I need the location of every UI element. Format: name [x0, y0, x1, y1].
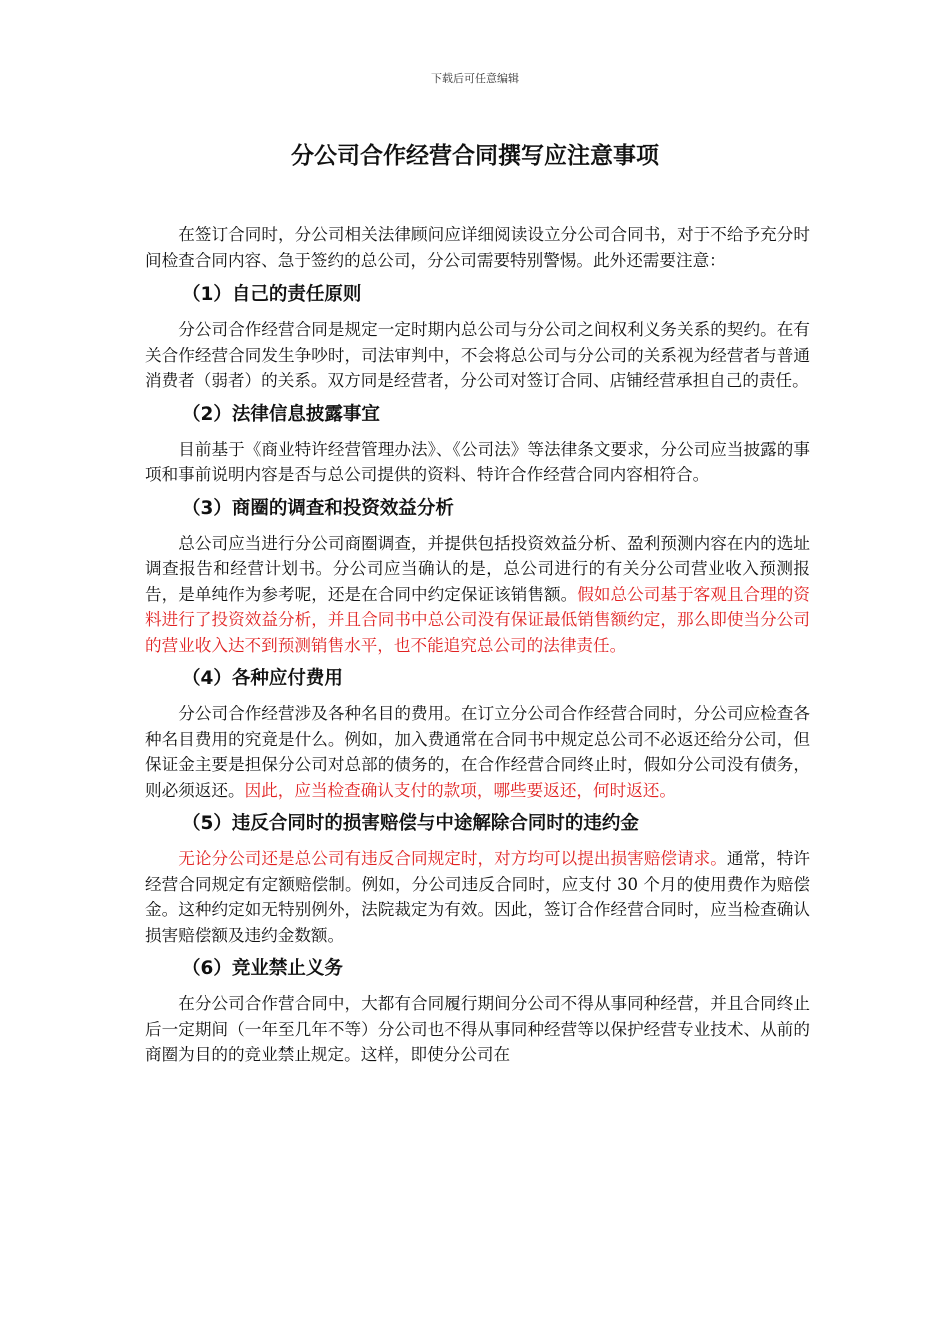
section-heading: （3）商圈的调查和投资效益分析: [182, 497, 454, 519]
highlighted-text: 假如总公司基于客观且合理的资料进行了投资效益分析，并且合同书中总公司没有保证最低销售额约定，那么即使当分公司的营业收入达不到预测销售水平，也不能追究总公司的法律责任。: [145, 584, 811, 655]
document-body: [145, 222, 810, 1068]
section-heading: （1）自己的责任原则: [182, 284, 362, 305]
section-text: 总公司应当进行分公司商圈调查，并提供包括投资效益分析、盈利预测内容在内的选址调查报告和经营计划书。分公司应当确认的是，总公司进行的有关分公司营业收入预测报告，是单纯作为参考呢，还是在合同中约定保证该销售额。: [145, 533, 810, 604]
highlighted-text: 无论分公司还是总公司有违反合同规定时，对方均可以提出损害赔偿请求。: [178, 849, 727, 868]
highlighted-text: 因此，应当检查确认支付的款项，哪些要返还，何时返还。: [244, 780, 676, 800]
section-text: 分公司合作经营涉及各种名目的费用。在订立分公司合作经营合同时，分公司应检查各种名目费用的究竟是什么。例如，加入费通常在合同书中规定总公司不必返还给分公司，但保证金主要是担保分公司对总部的债务的，在合作经营合同终止时，假如分公司没有债务，则必须返还。: [145, 704, 810, 800]
section-heading: （4）各种应付费用: [182, 668, 343, 689]
section-1: [145, 281, 810, 394]
section-paragraph: [145, 437, 810, 488]
section-text: 目前基于《商业特许经营管理办法》、《公司法》等法律条文要求，分公司应当披露的事项和事前说明内容是否与总公司提供的资料、特许合作经营合同内容相符合。: [145, 439, 810, 484]
section-5: [145, 810, 810, 948]
section-paragraph: [145, 846, 810, 948]
section-paragraph: [145, 701, 810, 803]
section-3: [145, 495, 810, 659]
document-title: 分公司合作经营合同撰写应注意事项: [291, 143, 659, 169]
section-heading: （5）违反合同时的损害赔偿与中途解除合同时的违约金: [182, 813, 639, 834]
section-text: 分公司合作经营合同是规定一定时期内总公司与分公司之间权利义务关系的契约。在有关合作经营合同发生争吵时，司法审判中，不会将总公司与分公司的关系视为经营者与普通消费者（弱者）的关系。双方同是经营者，分公司对签订合同、店铺经营承担自己的责任。: [145, 320, 810, 390]
header-note: 下载后可任意编辑: [431, 72, 519, 85]
section-6: [145, 955, 810, 1068]
section-4: [145, 665, 810, 803]
section-paragraph: [145, 531, 810, 659]
section-text: 通常，特许经营合同规定有定额赔偿制。例如，分公司违反合同时，应支付 30 个月的使用费作为赔偿金。这种约定如无特别例外，法院裁定为有效。因此，签订合作经营合同时，应当检查确认损害赔偿额及违约金数额。: [145, 849, 811, 945]
section-heading: （2）法律信息披露事宜: [182, 403, 380, 425]
section-text: 在分公司合作营合同中，大都有合同履行期间分公司不得从事同种经营，并且合同终止后一定期间（一年至几年不等）分公司也不得从事同种经营等以保护经营专业技术、从前的商圈为目的的竞业禁止规定。这样，即使分公司在: [145, 994, 810, 1064]
section-paragraph: [145, 317, 810, 394]
section-2: [145, 401, 810, 488]
section-heading: （6）竞业禁止义务: [182, 958, 343, 979]
intro-paragraph: 在签订合同时，分公司相关法律顾问应详细阅读设立分公司合同书，对于不给予充分时间检查合同内容、急于签约的总公司，分公司需要特别警惕。此外还需要注意：: [145, 225, 810, 270]
section-paragraph: [145, 991, 810, 1068]
